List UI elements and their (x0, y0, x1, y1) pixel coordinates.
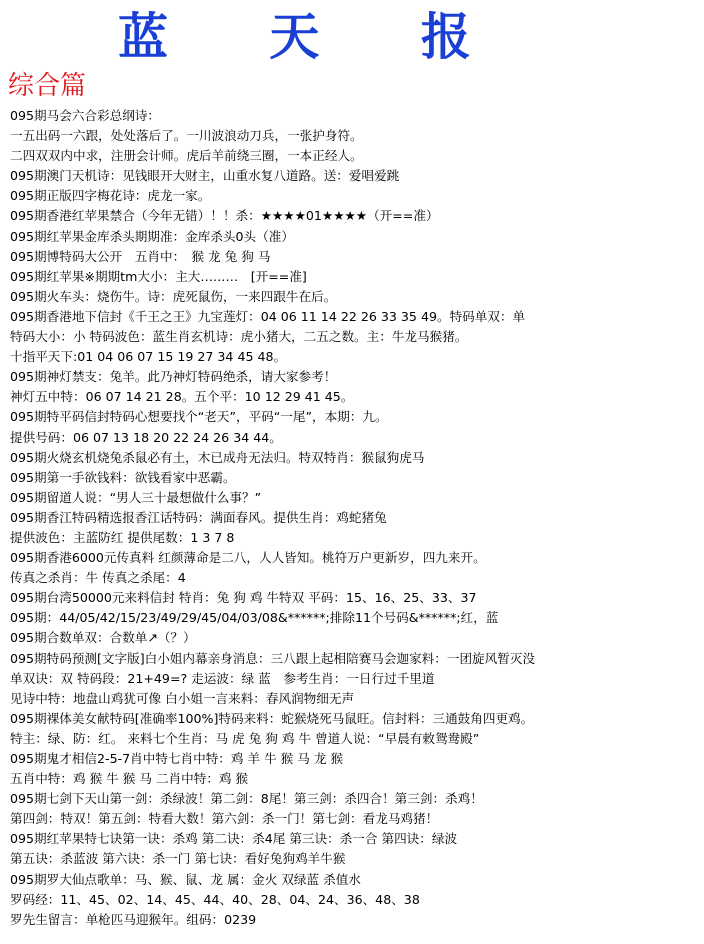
content-line: 095期马会六合彩总纲诗： (10, 108, 160, 123)
content-line: 罗先生留言：单枪匹马迎猴年。组码：0239 (10, 911, 257, 927)
content-line: 095期特平码信封特码心想要找个“老天”，平码“一尾”，本期：九。 (10, 409, 388, 425)
content-line: 095期裸体美女献特码[准确率100%]特码来料：蛇猴烧死马鼠旺。信封料：三通鼓角四更鸡。 (10, 710, 534, 726)
content-line: 095期台湾50000元来料信封 特肖：兔 狗 鸡 牛特双 平码：15、16、25、33、37 (10, 590, 477, 606)
content-line: 095期罗大仙点歌单：马、猴、鼠、龙 属：金火 双绿蓝 杀值水 (10, 871, 361, 887)
content-line: 095期：44/05/42/15/23/49/29/45/04/03/08&******;排除11个号码&******;红，蓝 (10, 610, 499, 626)
content-line: 095期火烧玄机烧兔杀鼠必有土，木已成舟无法归。特双特肖：猴鼠狗虎马 (10, 449, 425, 465)
content-line: 095期留道人说：“男人三十最想做什么事？” (10, 489, 262, 505)
content-line: 095期特码预测[文字版]白小姐内幕亲身消息：三八跟上起相陪赛马会迦家料：一团旋风暂灭没 (10, 650, 536, 666)
content-line: 095期鬼才相信2-5-7肖中特七肖中特：鸡 羊 牛 猴 马 龙 猴 (10, 751, 344, 766)
content-line: 095期红苹果特七诀第一诀：杀鸡 第二诀：杀4尾 第三诀：杀一合 第四诀：绿波 (10, 831, 458, 847)
content-line: 095期香江特码精选报香江话特码：满面春风。提供生肖：鸡蛇猪兔 (10, 509, 387, 525)
content-line: 095期博特码大公开 五肖中： 猴 龙 兔 狗 马 (10, 248, 271, 264)
content-line: 神灯五中特：06 07 14 21 28。五个平：10 12 29 41 45。 (10, 389, 354, 405)
content-line: 095期红苹果金库杀头期期准：金库杀头0头（准） (10, 228, 294, 244)
section-title: 综合篇 (8, 71, 87, 101)
content-line: 095期神灯禁支：兔羊。此乃神灯特码绝杀，请大家参考！ (10, 369, 337, 385)
content-line: 095期合数单双：合数单↗（？） (10, 630, 196, 646)
content-line: 095期红苹果※期期tm大小：主大……… [开==准] (10, 268, 307, 284)
content-line: 见诗中特：地盘山鸡犹可像 白小姐一言来料：春风润物细无声 (10, 690, 355, 706)
content-line: 095期澳门天机诗：见钱眼开大财主，山重水复八道路。送：爱唱爱跳 (10, 168, 400, 184)
content-line: 二四双双内中求，注册会计师。虎后羊前绕三圈，一本正经人。 (10, 148, 363, 164)
content-line: 095期香港红苹果禁合（今年无错）！！杀：★★★★01★★★★（开==准） (10, 208, 439, 224)
content-line: 传真之杀肖：牛 传真之杀尾：4 (10, 570, 186, 586)
content-line: 提供波色：主蓝防红 提供尾数：1 3 7 8 (10, 529, 235, 545)
content-line: 一五出码一六跟，处处落后了。一川波浪动刀兵，一张护身符。 (10, 128, 363, 144)
content-line: 095期正版四字梅花诗：虎龙一家。 (10, 188, 211, 204)
content-line: 提供号码：06 07 13 18 20 22 24 26 34 44。 (10, 429, 282, 445)
content-line: 特主：绿、防：红。 来料七个生肖：马 虎 兔 狗 鸡 牛 曾道人说：“早晨有敕鸳鸯殿” (10, 730, 480, 746)
content-line: 095期香港6000元传真料 红颜薄命是二八，人人皆知。桃符万户更新岁，四九来开。 (10, 550, 486, 566)
content-line: 095期第一手欲钱料：欲钱看家中恶霸。 (10, 469, 236, 485)
content-line: 095期香港地下信封《千王之王》九宝莲灯：04 06 11 14 22 26 33 35 49。特码单双：单 (10, 308, 526, 324)
content-line: 单双诀：双 特码段：21+49=? 走运波：绿 蓝 参考生肖：一日行过千里道 (10, 670, 435, 686)
content-line: 十指平天下:01 04 06 07 15 19 27 34 45 48。 (10, 349, 287, 365)
content-line: 095期火车头：烧伤牛。诗：虎死鼠伤，一来四跟牛在后。 (10, 288, 337, 304)
content-line: 五肖中特：鸡 猴 牛 猴 马 二肖中特：鸡 猴 (10, 771, 249, 787)
content-line: 罗码经：11、45、02、14、45、44、40、28、04、24、36、48、38 (10, 891, 420, 907)
content-list (10, 106, 700, 930)
newspaper-masthead: 蓝 天 报 (118, 7, 513, 66)
content-line: 第四剑：特双！第五剑：特看大数！第六剑：杀一门！第七剑：看龙马鸡猪！ (10, 811, 439, 827)
content-line: 特码大小：小 特码波色：蓝生肖玄机诗：虎小猪大，二五之数。主：牛龙马猴猪。 (10, 329, 468, 345)
content-line: 095期七剑下天山第一剑：杀绿波！第二剑：8尾！第三剑：杀四合！第三剑：杀鸡！ (10, 791, 483, 807)
content-line: 第五诀：杀蓝波 第六诀：杀一门 第七诀：看好兔狗鸡羊牛猴 (10, 851, 346, 867)
